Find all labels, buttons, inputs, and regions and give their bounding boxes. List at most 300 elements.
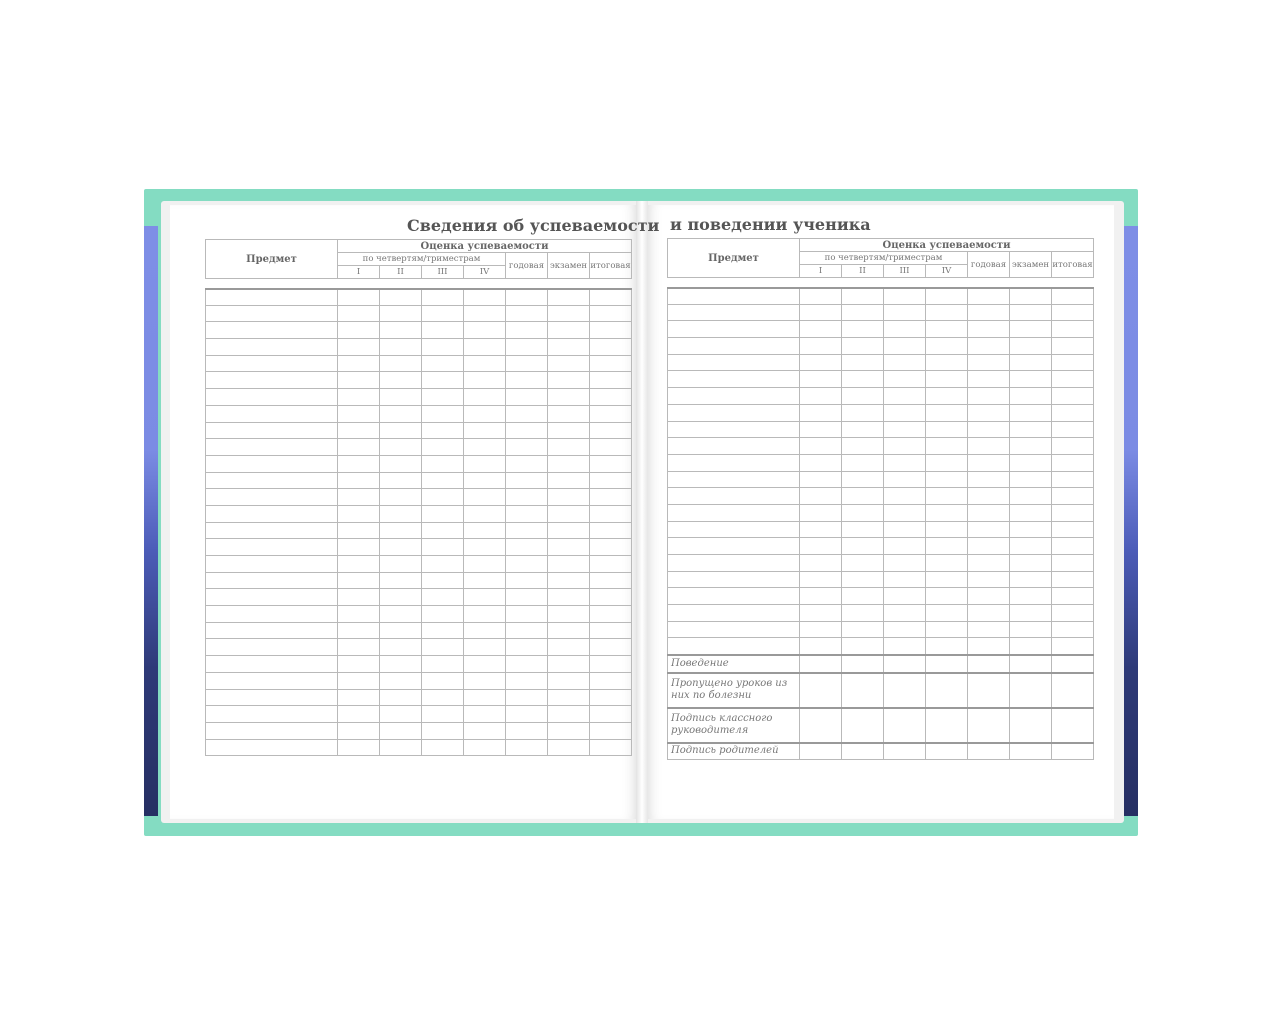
grade-cell[interactable] — [968, 404, 1010, 421]
subject-cell[interactable] — [206, 422, 338, 439]
grade-cell[interactable] — [506, 439, 548, 456]
grade-cell[interactable] — [422, 556, 464, 573]
grade-cell[interactable] — [548, 355, 590, 372]
grade-cell[interactable] — [926, 354, 968, 371]
grade-cell[interactable] — [926, 321, 968, 338]
subject-cell[interactable] — [206, 639, 338, 656]
grade-cell[interactable] — [590, 472, 632, 489]
subject-cell[interactable] — [206, 689, 338, 706]
grade-cell[interactable] — [800, 743, 842, 760]
grade-cell[interactable] — [464, 622, 506, 639]
grade-cell[interactable] — [380, 505, 422, 522]
grade-cell[interactable] — [590, 689, 632, 706]
grade-cell[interactable] — [842, 288, 884, 305]
grade-cell[interactable] — [842, 605, 884, 622]
grade-cell[interactable] — [422, 339, 464, 356]
grade-cell[interactable] — [842, 388, 884, 405]
grade-cell[interactable] — [380, 606, 422, 623]
grade-cell[interactable] — [926, 388, 968, 405]
grade-cell[interactable] — [338, 389, 380, 406]
grade-cell[interactable] — [506, 656, 548, 673]
grade-cell[interactable] — [1052, 388, 1094, 405]
grade-cell[interactable] — [548, 572, 590, 589]
subject-cell[interactable] — [668, 538, 800, 555]
grade-cell[interactable] — [1010, 673, 1052, 708]
grade-cell[interactable] — [548, 472, 590, 489]
grade-cell[interactable] — [548, 656, 590, 673]
grade-cell[interactable] — [422, 405, 464, 422]
grade-cell[interactable] — [1052, 304, 1094, 321]
grade-cell[interactable] — [842, 708, 884, 743]
grade-cell[interactable] — [506, 305, 548, 322]
grade-cell[interactable] — [422, 622, 464, 639]
grade-cell[interactable] — [926, 521, 968, 538]
subject-cell[interactable] — [668, 521, 800, 538]
grade-cell[interactable] — [380, 556, 422, 573]
grade-cell[interactable] — [506, 289, 548, 306]
subject-cell[interactable] — [206, 572, 338, 589]
grade-cell[interactable] — [506, 355, 548, 372]
grade-cell[interactable] — [422, 372, 464, 389]
grade-cell[interactable] — [590, 489, 632, 506]
grade-cell[interactable] — [884, 621, 926, 638]
grade-cell[interactable] — [422, 689, 464, 706]
grade-cell[interactable] — [422, 389, 464, 406]
grade-cell[interactable] — [548, 556, 590, 573]
grade-cell[interactable] — [884, 288, 926, 305]
grade-cell[interactable] — [548, 606, 590, 623]
grade-cell[interactable] — [968, 621, 1010, 638]
grade-cell[interactable] — [590, 539, 632, 556]
grade-cell[interactable] — [884, 321, 926, 338]
grade-cell[interactable] — [506, 489, 548, 506]
grade-cell[interactable] — [590, 556, 632, 573]
grade-cell[interactable] — [506, 722, 548, 739]
grade-cell[interactable] — [968, 571, 1010, 588]
grade-cell[interactable] — [380, 739, 422, 756]
grade-cell[interactable] — [1052, 521, 1094, 538]
grade-cell[interactable] — [800, 521, 842, 538]
grade-cell[interactable] — [884, 504, 926, 521]
grade-cell[interactable] — [422, 472, 464, 489]
grade-cell[interactable] — [842, 555, 884, 572]
grade-cell[interactable] — [1010, 588, 1052, 605]
grade-cell[interactable] — [506, 706, 548, 723]
grade-cell[interactable] — [842, 655, 884, 673]
grade-cell[interactable] — [338, 422, 380, 439]
grade-cell[interactable] — [380, 422, 422, 439]
grade-cell[interactable] — [464, 355, 506, 372]
grade-cell[interactable] — [338, 355, 380, 372]
grade-cell[interactable] — [968, 304, 1010, 321]
grade-cell[interactable] — [926, 673, 968, 708]
grade-cell[interactable] — [548, 455, 590, 472]
grade-cell[interactable] — [422, 722, 464, 739]
grade-cell[interactable] — [884, 521, 926, 538]
grade-cell[interactable] — [422, 322, 464, 339]
grade-cell[interactable] — [548, 689, 590, 706]
grade-cell[interactable] — [1052, 454, 1094, 471]
subject-cell[interactable] — [668, 404, 800, 421]
grade-cell[interactable] — [968, 288, 1010, 305]
grade-cell[interactable] — [506, 572, 548, 589]
grade-cell[interactable] — [590, 606, 632, 623]
grade-cell[interactable] — [884, 571, 926, 588]
grade-cell[interactable] — [548, 372, 590, 389]
grade-cell[interactable] — [884, 454, 926, 471]
grade-cell[interactable] — [590, 439, 632, 456]
grade-cell[interactable] — [464, 439, 506, 456]
grade-cell[interactable] — [380, 322, 422, 339]
grade-cell[interactable] — [506, 539, 548, 556]
grade-cell[interactable] — [464, 656, 506, 673]
grade-cell[interactable] — [464, 572, 506, 589]
grade-cell[interactable] — [338, 656, 380, 673]
grade-cell[interactable] — [464, 522, 506, 539]
grade-cell[interactable] — [1010, 454, 1052, 471]
grade-cell[interactable] — [590, 455, 632, 472]
grade-cell[interactable] — [464, 672, 506, 689]
grade-cell[interactable] — [1010, 504, 1052, 521]
grade-cell[interactable] — [842, 471, 884, 488]
grade-cell[interactable] — [1052, 421, 1094, 438]
grade-cell[interactable] — [800, 504, 842, 521]
grade-cell[interactable] — [842, 638, 884, 655]
grade-cell[interactable] — [506, 505, 548, 522]
grade-cell[interactable] — [1052, 321, 1094, 338]
grade-cell[interactable] — [1010, 471, 1052, 488]
grade-cell[interactable] — [380, 589, 422, 606]
grade-cell[interactable] — [464, 639, 506, 656]
grade-cell[interactable] — [464, 422, 506, 439]
grade-cell[interactable] — [968, 708, 1010, 743]
grade-cell[interactable] — [464, 405, 506, 422]
grade-cell[interactable] — [968, 371, 1010, 388]
grade-cell[interactable] — [380, 522, 422, 539]
grade-cell[interactable] — [1052, 638, 1094, 655]
subject-cell[interactable] — [206, 505, 338, 522]
subject-cell[interactable] — [206, 722, 338, 739]
grade-cell[interactable] — [422, 672, 464, 689]
subject-cell[interactable] — [206, 339, 338, 356]
grade-cell[interactable] — [464, 606, 506, 623]
grade-cell[interactable] — [968, 605, 1010, 622]
grade-cell[interactable] — [884, 404, 926, 421]
grade-cell[interactable] — [884, 488, 926, 505]
grade-cell[interactable] — [968, 388, 1010, 405]
grade-cell[interactable] — [590, 372, 632, 389]
grade-cell[interactable] — [1052, 673, 1094, 708]
grade-cell[interactable] — [422, 706, 464, 723]
grade-cell[interactable] — [506, 739, 548, 756]
grade-cell[interactable] — [926, 288, 968, 305]
grade-cell[interactable] — [968, 438, 1010, 455]
grade-cell[interactable] — [1010, 338, 1052, 355]
grade-cell[interactable] — [800, 655, 842, 673]
grade-cell[interactable] — [1010, 708, 1052, 743]
grade-cell[interactable] — [422, 305, 464, 322]
grade-cell[interactable] — [842, 743, 884, 760]
grade-cell[interactable] — [338, 322, 380, 339]
grade-cell[interactable] — [464, 539, 506, 556]
grade-cell[interactable] — [1010, 621, 1052, 638]
grade-cell[interactable] — [380, 572, 422, 589]
grade-cell[interactable] — [800, 388, 842, 405]
grade-cell[interactable] — [1052, 621, 1094, 638]
grade-cell[interactable] — [968, 471, 1010, 488]
grade-cell[interactable] — [338, 405, 380, 422]
subject-cell[interactable] — [206, 322, 338, 339]
grade-cell[interactable] — [338, 589, 380, 606]
grade-cell[interactable] — [506, 589, 548, 606]
grade-cell[interactable] — [380, 439, 422, 456]
subject-cell[interactable] — [206, 522, 338, 539]
grade-cell[interactable] — [338, 722, 380, 739]
grade-cell[interactable] — [1010, 288, 1052, 305]
grade-cell[interactable] — [338, 305, 380, 322]
subject-cell[interactable] — [206, 305, 338, 322]
subject-cell[interactable] — [668, 371, 800, 388]
grade-cell[interactable] — [1052, 504, 1094, 521]
grade-cell[interactable] — [338, 606, 380, 623]
subject-cell[interactable] — [206, 539, 338, 556]
grade-cell[interactable] — [1010, 555, 1052, 572]
grade-cell[interactable] — [338, 539, 380, 556]
grade-cell[interactable] — [1052, 588, 1094, 605]
grade-cell[interactable] — [800, 338, 842, 355]
grade-cell[interactable] — [380, 689, 422, 706]
subject-cell[interactable] — [206, 455, 338, 472]
subject-cell[interactable] — [668, 638, 800, 655]
grade-cell[interactable] — [884, 388, 926, 405]
grade-cell[interactable] — [422, 355, 464, 372]
grade-cell[interactable] — [590, 339, 632, 356]
grade-cell[interactable] — [506, 689, 548, 706]
grade-cell[interactable] — [842, 488, 884, 505]
grade-cell[interactable] — [1010, 638, 1052, 655]
grade-cell[interactable] — [548, 739, 590, 756]
grade-cell[interactable] — [968, 321, 1010, 338]
grade-cell[interactable] — [1052, 288, 1094, 305]
grade-cell[interactable] — [1052, 338, 1094, 355]
grade-cell[interactable] — [590, 322, 632, 339]
grade-cell[interactable] — [926, 338, 968, 355]
grade-cell[interactable] — [926, 638, 968, 655]
grade-cell[interactable] — [338, 489, 380, 506]
grade-cell[interactable] — [1052, 605, 1094, 622]
subject-cell[interactable] — [206, 656, 338, 673]
grade-cell[interactable] — [548, 522, 590, 539]
subject-cell[interactable] — [668, 504, 800, 521]
grade-cell[interactable] — [842, 338, 884, 355]
subject-cell[interactable] — [668, 421, 800, 438]
grade-cell[interactable] — [800, 708, 842, 743]
grade-cell[interactable] — [548, 722, 590, 739]
subject-cell[interactable] — [668, 488, 800, 505]
grade-cell[interactable] — [380, 339, 422, 356]
grade-cell[interactable] — [380, 405, 422, 422]
subject-cell[interactable] — [668, 454, 800, 471]
grade-cell[interactable] — [590, 389, 632, 406]
grade-cell[interactable] — [590, 305, 632, 322]
grade-cell[interactable] — [842, 304, 884, 321]
grade-cell[interactable] — [506, 606, 548, 623]
grade-cell[interactable] — [380, 455, 422, 472]
grade-cell[interactable] — [380, 639, 422, 656]
grade-cell[interactable] — [590, 405, 632, 422]
grade-cell[interactable] — [1010, 571, 1052, 588]
grade-cell[interactable] — [884, 421, 926, 438]
grade-cell[interactable] — [800, 555, 842, 572]
grade-cell[interactable] — [548, 622, 590, 639]
grade-cell[interactable] — [464, 706, 506, 723]
grade-cell[interactable] — [338, 739, 380, 756]
grade-cell[interactable] — [548, 589, 590, 606]
grade-cell[interactable] — [548, 706, 590, 723]
grade-cell[interactable] — [800, 304, 842, 321]
subject-cell[interactable] — [206, 556, 338, 573]
grade-cell[interactable] — [338, 672, 380, 689]
grade-cell[interactable] — [1010, 421, 1052, 438]
grade-cell[interactable] — [884, 655, 926, 673]
grade-cell[interactable] — [1010, 404, 1052, 421]
grade-cell[interactable] — [968, 555, 1010, 572]
subject-cell[interactable] — [206, 589, 338, 606]
grade-cell[interactable] — [926, 421, 968, 438]
grade-cell[interactable] — [884, 304, 926, 321]
grade-cell[interactable] — [800, 354, 842, 371]
grade-cell[interactable] — [422, 439, 464, 456]
grade-cell[interactable] — [842, 404, 884, 421]
grade-cell[interactable] — [926, 555, 968, 572]
grade-cell[interactable] — [380, 372, 422, 389]
grade-cell[interactable] — [548, 439, 590, 456]
grade-cell[interactable] — [968, 538, 1010, 555]
grade-cell[interactable] — [590, 639, 632, 656]
grade-cell[interactable] — [338, 372, 380, 389]
grade-cell[interactable] — [884, 555, 926, 572]
grade-cell[interactable] — [884, 605, 926, 622]
grade-cell[interactable] — [380, 672, 422, 689]
subject-cell[interactable] — [206, 405, 338, 422]
grade-cell[interactable] — [1010, 371, 1052, 388]
grade-cell[interactable] — [464, 589, 506, 606]
grade-cell[interactable] — [338, 439, 380, 456]
grade-cell[interactable] — [842, 454, 884, 471]
grade-cell[interactable] — [1052, 555, 1094, 572]
grade-cell[interactable] — [338, 689, 380, 706]
grade-cell[interactable] — [968, 655, 1010, 673]
grade-cell[interactable] — [1010, 605, 1052, 622]
grade-cell[interactable] — [422, 572, 464, 589]
grade-cell[interactable] — [548, 322, 590, 339]
grade-cell[interactable] — [380, 656, 422, 673]
grade-cell[interactable] — [338, 556, 380, 573]
grade-cell[interactable] — [380, 289, 422, 306]
grade-cell[interactable] — [506, 322, 548, 339]
grade-cell[interactable] — [590, 656, 632, 673]
grade-cell[interactable] — [926, 605, 968, 622]
grade-cell[interactable] — [590, 289, 632, 306]
grade-cell[interactable] — [926, 655, 968, 673]
grade-cell[interactable] — [1010, 655, 1052, 673]
grade-cell[interactable] — [884, 673, 926, 708]
grade-cell[interactable] — [506, 372, 548, 389]
grade-cell[interactable] — [1052, 404, 1094, 421]
grade-cell[interactable] — [464, 505, 506, 522]
grade-cell[interactable] — [926, 588, 968, 605]
grade-cell[interactable] — [800, 538, 842, 555]
grade-cell[interactable] — [968, 354, 1010, 371]
grade-cell[interactable] — [548, 405, 590, 422]
grade-cell[interactable] — [800, 621, 842, 638]
grade-cell[interactable] — [968, 504, 1010, 521]
grade-cell[interactable] — [506, 472, 548, 489]
grade-cell[interactable] — [506, 405, 548, 422]
grade-cell[interactable] — [1052, 354, 1094, 371]
grade-cell[interactable] — [464, 305, 506, 322]
subject-cell[interactable] — [668, 321, 800, 338]
grade-cell[interactable] — [842, 571, 884, 588]
grade-cell[interactable] — [338, 289, 380, 306]
subject-cell[interactable] — [668, 338, 800, 355]
grade-cell[interactable] — [506, 556, 548, 573]
grade-cell[interactable] — [548, 639, 590, 656]
grade-cell[interactable] — [926, 438, 968, 455]
grade-cell[interactable] — [926, 743, 968, 760]
subject-cell[interactable] — [206, 739, 338, 756]
grade-cell[interactable] — [800, 471, 842, 488]
grade-cell[interactable] — [800, 321, 842, 338]
grade-cell[interactable] — [800, 638, 842, 655]
grade-cell[interactable] — [800, 454, 842, 471]
grade-cell[interactable] — [380, 305, 422, 322]
grade-cell[interactable] — [464, 389, 506, 406]
grade-cell[interactable] — [380, 539, 422, 556]
grade-cell[interactable] — [548, 339, 590, 356]
grade-cell[interactable] — [380, 489, 422, 506]
grade-cell[interactable] — [800, 673, 842, 708]
grade-cell[interactable] — [506, 422, 548, 439]
grade-cell[interactable] — [842, 438, 884, 455]
grade-cell[interactable] — [422, 739, 464, 756]
grade-cell[interactable] — [590, 722, 632, 739]
grade-cell[interactable] — [884, 471, 926, 488]
grade-cell[interactable] — [464, 472, 506, 489]
grade-cell[interactable] — [968, 488, 1010, 505]
grade-cell[interactable] — [590, 589, 632, 606]
grade-cell[interactable] — [422, 522, 464, 539]
grade-cell[interactable] — [1052, 655, 1094, 673]
grade-cell[interactable] — [842, 621, 884, 638]
grade-cell[interactable] — [884, 743, 926, 760]
subject-cell[interactable] — [206, 439, 338, 456]
grade-cell[interactable] — [884, 588, 926, 605]
grade-cell[interactable] — [338, 622, 380, 639]
grade-cell[interactable] — [548, 305, 590, 322]
grade-cell[interactable] — [842, 521, 884, 538]
grade-cell[interactable] — [884, 354, 926, 371]
grade-cell[interactable] — [506, 672, 548, 689]
grade-cell[interactable] — [1010, 388, 1052, 405]
grade-cell[interactable] — [1052, 488, 1094, 505]
grade-cell[interactable] — [842, 321, 884, 338]
grade-cell[interactable] — [422, 422, 464, 439]
grade-cell[interactable] — [926, 504, 968, 521]
grade-cell[interactable] — [338, 572, 380, 589]
grade-cell[interactable] — [1010, 521, 1052, 538]
grade-cell[interactable] — [1052, 538, 1094, 555]
